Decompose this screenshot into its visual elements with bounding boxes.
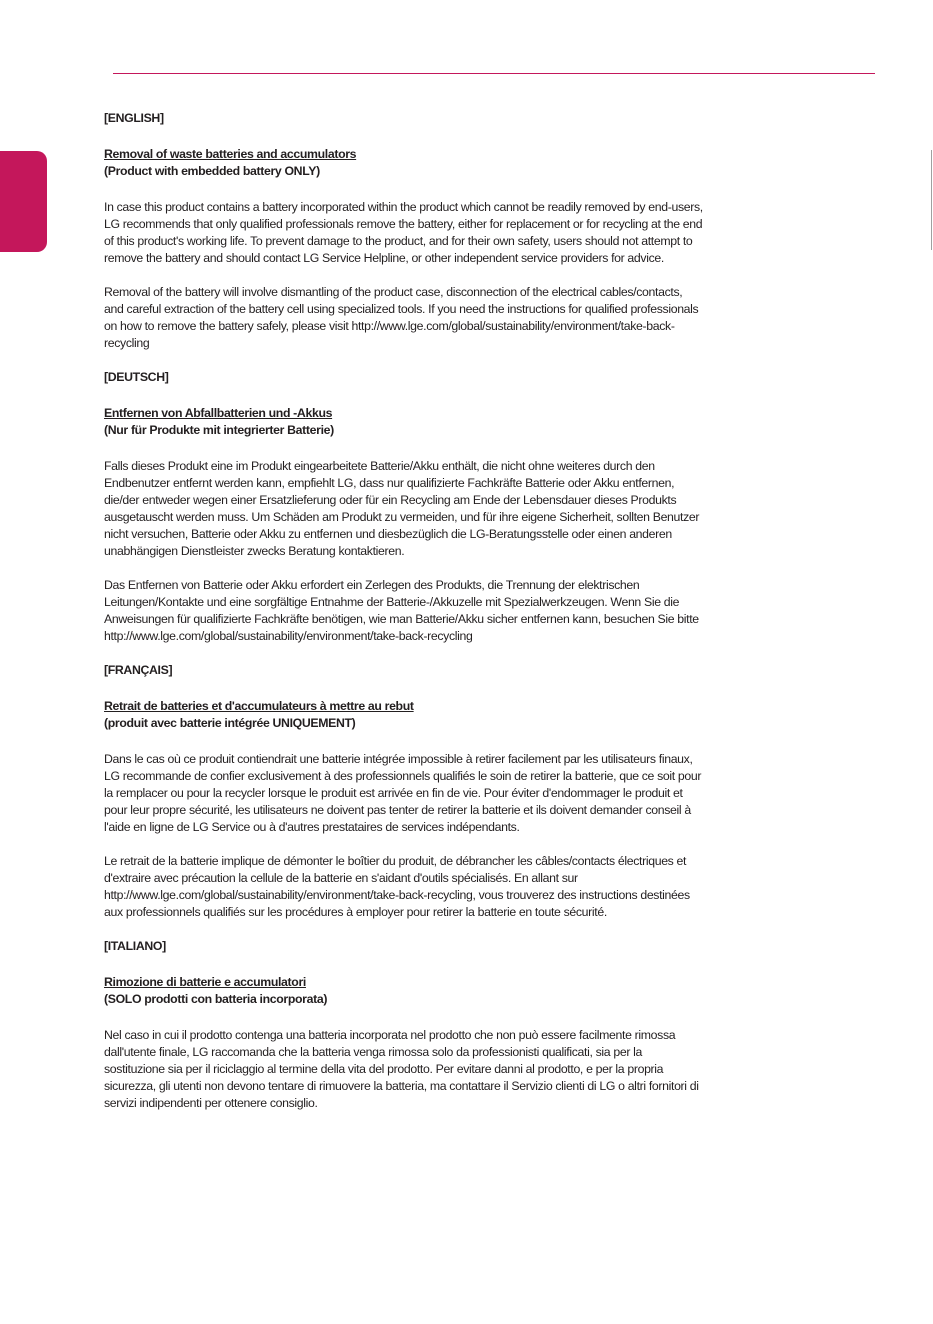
page-edge-mark [931, 150, 932, 250]
header-rule [113, 73, 875, 74]
section-heading [104, 698, 704, 732]
section-title: Removal of waste batteries and accumulators [104, 147, 357, 161]
section-tab-marker [0, 151, 47, 252]
language-heading: [ITALIANO] [104, 939, 166, 953]
paragraph: Dans le cas où ce produit contiendrait une batterie intégrée impossible à retirer facilement par les utilisateurs finaux, LG recommande de confier exclusivement à des professionnels qualifiés le soin de retirer la batterie, que ce soit pour la remplacer ou pour la recycler lorsque le produit est arrivée en fin de vie. Pour éviter d'endommager le produit et pour leur propre sécurité, les utilisateurs ne doivent pas tenter de retirer la batterie et ils doivent demander conseil à l'aide en ligne de LG Service ou à d'autres prestataires de services indépendants. [104, 752, 702, 834]
paragraph: Nel caso in cui il prodotto contenga una batteria incorporata nel prodotto che non può essere facilmente rimossa dall'utente finale, LG raccomanda che la batteria venga rimossa solo da professionisti qualificati, sia per la sostituzione sia per il riciclaggio al termine della vita del prodotto. Per evitare danni al prodotto, e per la propria sicurezza, gli utenti non devono tentare di rimuovere la batteria, ma contattare il Servizio clienti di LG o altri fornitori di servizi indipendenti per ottenere consiglio. [104, 1028, 699, 1110]
paragraph: Das Entfernen von Batterie oder Akku erfordert ein Zerlegen des Produkts, die Trennung der elektrischen Leitungen/Kontakte und eine sorgfältige Entnahme der Batterie-/Akkuzelle mit Spezialwerkzeugen. Wenn Sie die Anweisungen für qualifizierte Fachkräfte benötigen, wie man Batterie/Akku sicher entfernen kann, besuchen Sie bitte http://www.lge.com/global/sustainability/environment/take-back-recycling [104, 578, 699, 643]
paragraph: In case this product contains a battery incorporated within the product which cannot be readily removed by end-users, LG recommends that only qualified professionals remove the battery, either for replacement or for recycling at the end of this product's working life. To prevent damage to the product, and for their own safety, users should not attempt to remove the battery and should contact LG Service Helpline, or other independent service providers for advice. [104, 200, 703, 265]
section-subtitle: (Product with embedded battery ONLY) [104, 164, 320, 178]
section-francais [104, 662, 704, 921]
section-heading [104, 146, 704, 180]
language-heading: [ENGLISH] [104, 111, 164, 125]
section-title: Retrait de batteries et d'accumulateurs à mettre au rebut [104, 699, 414, 713]
section-subtitle: (SOLO prodotti con batteria incorporata) [104, 992, 328, 1006]
section-title: Rimozione di batterie e accumulatori [104, 975, 306, 989]
section-title: Entfernen von Abfallbatterien und -Akkus [104, 406, 333, 420]
section-subtitle: (Nur für Produkte mit integrierter Batterie) [104, 423, 334, 437]
section-italiano [104, 938, 704, 1112]
document-body [104, 110, 704, 1129]
paragraph: Falls dieses Produkt eine im Produkt eingearbeitete Batterie/Akku enthält, die nicht ohne weiteres durch den Endbenutzer entfernt werden kann, empfiehlt LG, dass nur qualifizierte Fachkräfte Batterie oder Akku entfernen, die/der entweder wegen einer Ersatzlieferung oder für ein Recycling am Ende der Lebensdauer dieses Produkts ausgetauscht werden muss. Um Schäden am Produkt zu vermeiden, und für ihre eigene Sicherheit, sollten Benutzer nicht versuchen, Batterie oder Akku zu entfernen und diesbezüglich die LG-Beratungsstelle oder einen anderen unabhängigen Dienstleister zwecks Beratung kontaktieren. [104, 459, 700, 558]
section-heading [104, 405, 704, 439]
paragraph: Removal of the battery will involve dismantling of the product case, disconnection of the electrical cables/contacts, and careful extraction of the battery cell using specialized tools. If you need the instructions for qualified professionals on how to remove the battery safely, please visit http://www.lge.com/global/sustainability/environment/take-back-recycling [104, 285, 699, 350]
section-english [104, 110, 704, 352]
language-heading: [FRANÇAIS] [104, 663, 173, 677]
paragraph: Le retrait de la batterie implique de démonter le boîtier du produit, de débrancher les câbles/contacts électriques et d'extraire avec précaution la cellule de la batterie en s'aidant d'outils spécialisés. En allant sur http://www.lge.com/global/sustainability/environment/take-back-recycling, vous trouverez des instructions destinées aux professionnels qualifiés sur les procédures à employer pour retirer la batterie en toute sécurité. [104, 854, 690, 919]
language-heading: [DEUTSCH] [104, 370, 169, 384]
section-heading [104, 974, 704, 1008]
section-deutsch [104, 369, 704, 645]
section-subtitle: (produit avec batterie intégrée UNIQUEMENT) [104, 716, 356, 730]
